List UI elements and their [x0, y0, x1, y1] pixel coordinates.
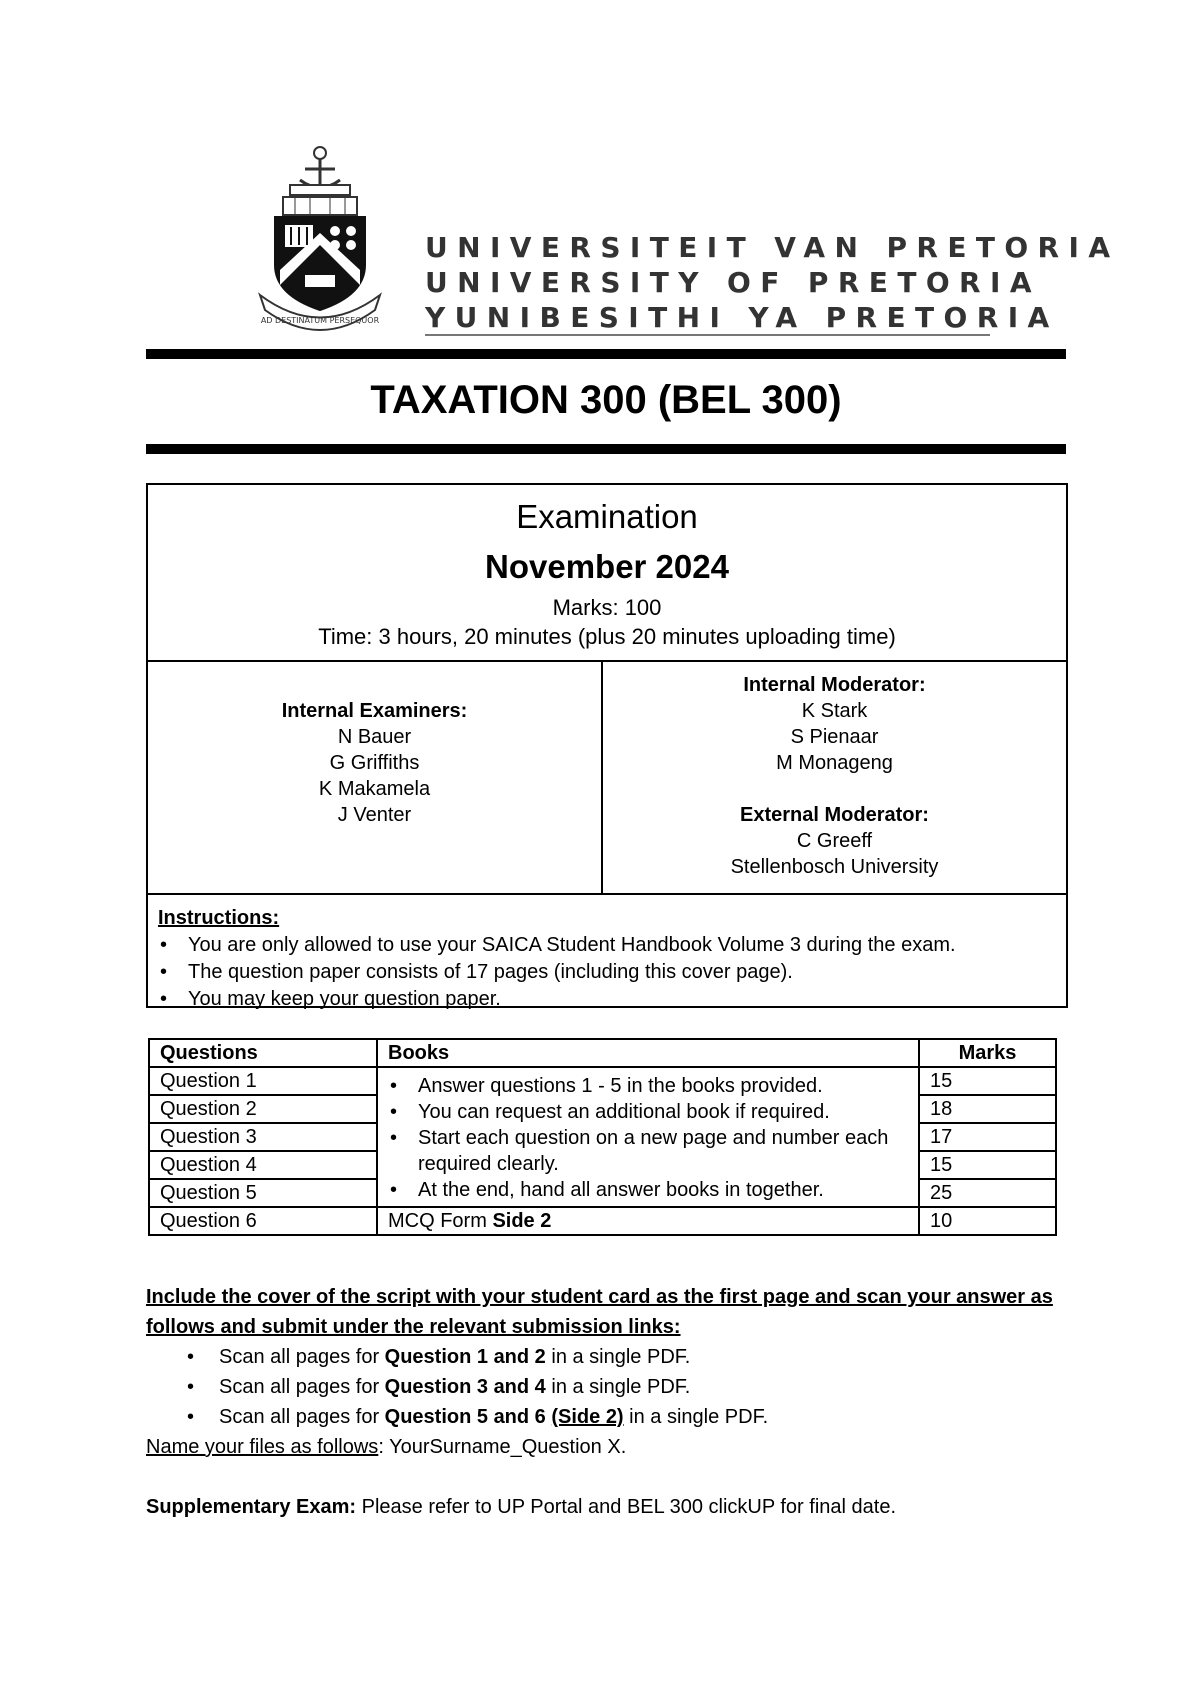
instructions-list — [158, 932, 1056, 1013]
scan-prefix: Scan all pages for — [219, 1376, 385, 1398]
table-row — [149, 1067, 1056, 1095]
moderators — [603, 662, 1066, 893]
title-rule-top — [146, 349, 1066, 359]
scan-item — [219, 1342, 1076, 1372]
university-name-sepedi: YUNIBESITHI YA PRETORIA — [425, 301, 1059, 334]
scan-prefix: Scan all pages for — [219, 1346, 385, 1368]
marks-cell: 15 — [919, 1067, 1056, 1095]
scan-questions: Question 3 and 4 — [384, 1376, 546, 1398]
exam-header-section — [148, 485, 1066, 662]
file-naming-line — [146, 1432, 1076, 1462]
internal-moderator-label: Internal Moderator: — [743, 674, 926, 696]
supplementary-exam-line — [146, 1492, 1076, 1522]
university-crest-logo — [255, 145, 385, 335]
books-notes-list — [388, 1073, 908, 1203]
scan-item — [219, 1372, 1076, 1402]
marks-cell: 17 — [919, 1123, 1056, 1151]
question-cell: Question 1 — [149, 1067, 377, 1095]
supplementary-text: Please refer to UP Portal and BEL 300 clickUP for final date. — [356, 1496, 896, 1518]
scan-questions: Question 5 and 6 — [384, 1406, 552, 1428]
instruction-item: • You are only allowed to use your SAICA Student Handbook Volume 3 during the exam. — [188, 932, 1056, 959]
external-moderator-affiliation: Stellenbosch University — [730, 856, 939, 878]
scan-prefix: Scan all pages for — [219, 1406, 385, 1428]
examiner-name: K Makamela — [318, 778, 431, 800]
exam-marks: Marks: 100 — [552, 595, 662, 620]
exam-date: November 2024 — [485, 548, 729, 585]
submission-heading: Include the cover of the script with your student card as the first page and scan your answer as follows and submit under the relevant submission links: — [146, 1286, 1053, 1338]
title-rule-bottom — [146, 444, 1066, 454]
scan-side-2: (Side 2) — [551, 1406, 624, 1428]
submission-instructions — [146, 1282, 1076, 1522]
instruction-item: • You may keep your question paper. — [188, 986, 1056, 1013]
exam-type: Examination — [516, 498, 698, 535]
exam-info-box — [146, 483, 1068, 1008]
university-names — [425, 230, 1120, 335]
question-cell: Question 4 — [149, 1151, 377, 1179]
instructions-label: Instructions: — [158, 907, 280, 929]
scan-suffix: in a single PDF. — [545, 1376, 691, 1398]
staff-section — [148, 662, 1066, 895]
table-row — [149, 1207, 1056, 1235]
scan-suffix: in a single PDF. — [545, 1346, 691, 1368]
instruction-item: • The question paper consists of 17 pages (including this cover page). — [188, 959, 1056, 986]
instructions-section — [148, 895, 1066, 1010]
external-moderator-name: C Greeff — [796, 830, 873, 852]
supplementary-label: Supplementary Exam: — [146, 1496, 357, 1518]
q6-book-side: Side 2 — [492, 1210, 552, 1232]
internal-moderator-name: M Monageng — [776, 752, 893, 774]
books-note: • You can request an additional book if required. — [418, 1099, 908, 1125]
examiner-name: G Griffiths — [329, 752, 420, 774]
marks-cell: 18 — [919, 1095, 1056, 1123]
question-cell: Question 6 — [149, 1207, 377, 1235]
scan-questions: Question 1 and 2 — [384, 1346, 546, 1368]
university-name-afrikaans: UNIVERSITEIT VAN PRETORIA — [425, 231, 1120, 264]
question-cell: Question 2 — [149, 1095, 377, 1123]
marks-cell: 10 — [919, 1207, 1056, 1235]
books-note: • At the end, hand all answer books in together. — [418, 1177, 908, 1203]
q6-book-cell — [377, 1207, 919, 1235]
spacer — [603, 776, 1066, 802]
header-marks: Marks — [919, 1039, 1056, 1067]
internal-examiners-label: Internal Examiners: — [281, 700, 468, 722]
examiner-name: N Bauer — [337, 726, 412, 748]
examiner-name: J Venter — [337, 804, 412, 826]
books-notes-cell — [377, 1067, 919, 1207]
question-cell: Question 5 — [149, 1179, 377, 1207]
university-name-english: UNIVERSITY OF PRETORIA — [425, 266, 1041, 299]
external-moderator-label: External Moderator: — [740, 804, 929, 826]
motto-text: AD DESTINATUM PERSEQUOR — [260, 316, 380, 325]
course-title: TAXATION 300 (BEL 300) — [370, 378, 842, 422]
logo-underline — [425, 334, 990, 336]
exam-time: Time: 3 hours, 20 minutes (plus 20 minutes uploading time) — [318, 624, 896, 649]
question-cell: Question 3 — [149, 1123, 377, 1151]
header-questions: Questions — [149, 1039, 377, 1067]
header-books: Books — [377, 1039, 919, 1067]
marks-cell: 15 — [919, 1151, 1056, 1179]
q6-book-prefix: MCQ Form — [388, 1210, 493, 1232]
table-header-row — [149, 1039, 1056, 1067]
books-note: • Start each question on a new page and number each required clearly. — [418, 1125, 908, 1177]
file-naming-label: Name your files as follows — [146, 1436, 379, 1458]
file-naming-value: : YourSurname_Question X. — [378, 1436, 627, 1458]
scan-suffix: in a single PDF. — [623, 1406, 769, 1428]
internal-moderator-name: S Pienaar — [790, 726, 879, 748]
scan-item — [219, 1402, 1076, 1432]
internal-moderator-name: K Stark — [801, 700, 868, 722]
scan-list — [146, 1342, 1076, 1432]
marks-cell: 25 — [919, 1179, 1056, 1207]
books-note: • Answer questions 1 - 5 in the books provided. — [418, 1073, 908, 1099]
internal-examiners — [148, 662, 603, 893]
questions-table — [148, 1038, 1057, 1236]
